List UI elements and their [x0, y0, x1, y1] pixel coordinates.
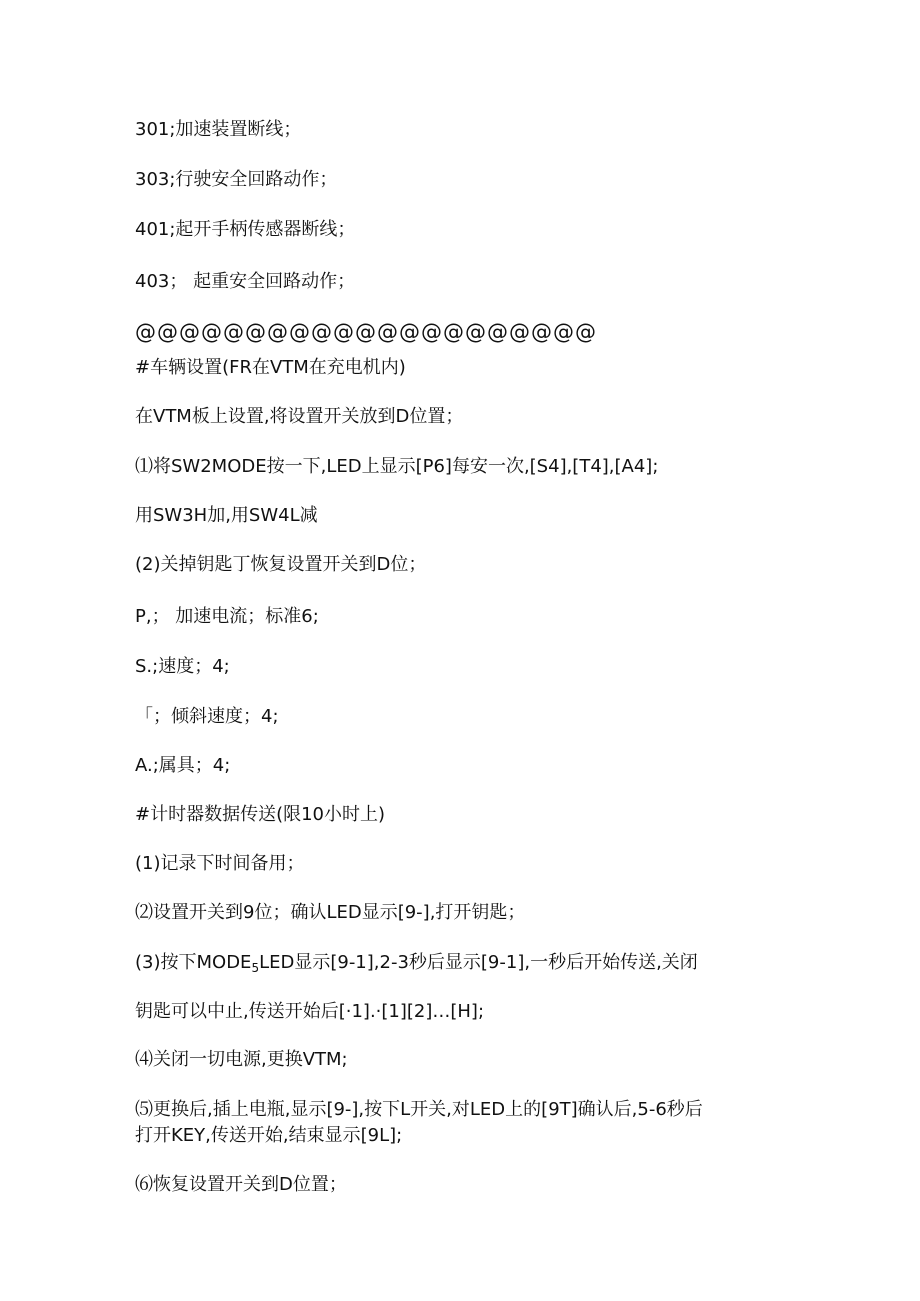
text-line: ⑹恢复设置开关到D位置； [135, 1174, 347, 1195]
text-line: 打开KEY,传送开始,结束显示[9L]; [135, 1125, 403, 1146]
text-line: 钥匙可以中止,传送开始后[·1].·[1][2]…[H]; [135, 1001, 485, 1022]
text-line: 301;加速装置断线； [135, 119, 302, 140]
text-line [135, 951, 698, 980]
text-line: (2)关掉钥匙丁恢复设置开关到D位； [135, 554, 427, 575]
text-line: 在VTM板上设置,将设置开关放到D位置； [135, 406, 464, 427]
subscript: 5 [251, 961, 260, 975]
text-line: ⑵设置开关到9位；确认LED显示[9-],打开钥匙； [135, 902, 526, 923]
text-segment: (3)按下MODE [135, 952, 252, 973]
separator-line: @@@@@@@@@@@@@@@@@@@@@ [135, 320, 597, 344]
text-line: 「；倾斜速度；4; [135, 706, 279, 727]
text-line: P,； 加速电流；标准6; [135, 606, 319, 627]
section-heading: #车辆设置(FR在VTM在充电机内) [135, 357, 406, 378]
text-line: 303;行驶安全回路动作； [135, 169, 338, 190]
text-line: ⑸更换后,插上电瓶,显示[9-],按下L开关,对LED上的[9T]确认后,5-6秒后 [135, 1099, 703, 1120]
text-line: A.;属具；4; [135, 755, 231, 776]
section-heading: #计时器数据传送(限10小时上) [135, 804, 386, 825]
text-line: 用SW3H加,用SW4L减 [135, 505, 318, 526]
text-segment: LED显示[9-1],2-3秒后显示[9-1],一秒后开始传送,关闭 [259, 952, 698, 973]
text-line: ⑴将SW2MODE按一下,LED上显示[P6]每安一次,[S4],[T4],[A4]; [135, 456, 659, 477]
text-line: 401;起开手柄传感器断线； [135, 219, 356, 240]
text-line: 403； 起重安全回路动作； [135, 271, 356, 292]
text-line: S.;速度；4; [135, 656, 230, 677]
text-line: (1)记录下时间备用； [135, 853, 305, 874]
text-line: ⑷关闭一切电源,更换VTM; [135, 1049, 348, 1070]
